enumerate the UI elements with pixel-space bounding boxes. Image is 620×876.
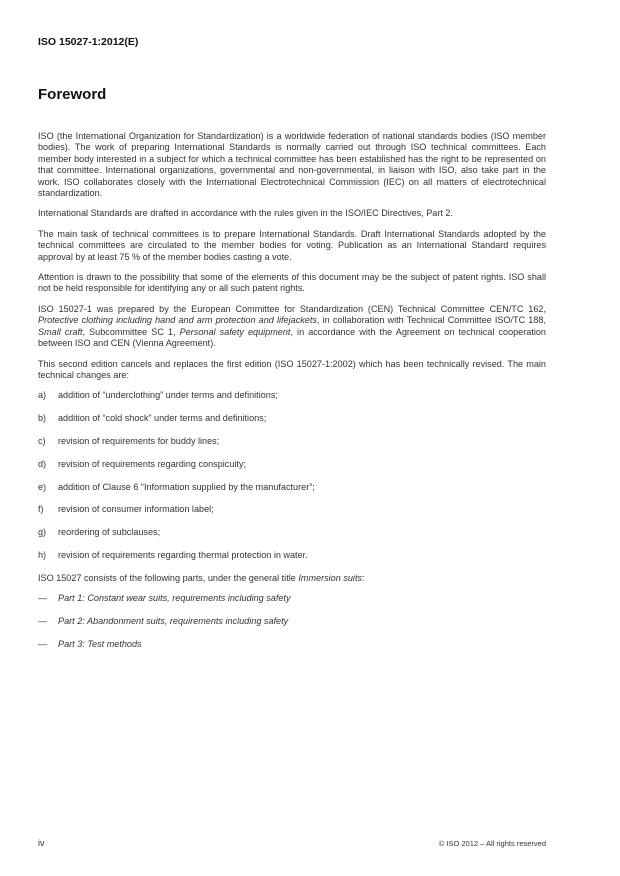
list-label: h) [38, 549, 47, 560]
page-number: iv [38, 838, 45, 848]
text-segment: , Subcommittee SC 1, [82, 326, 180, 337]
list-dash: — [38, 593, 48, 604]
paragraph-main-task: The main task of technical committees is to prepare International Standards. Draft International Standards adopted by the technical committees are circulated to the member bodies for voting. Publication as an International Standard requires approval by at least 75 % of the member bodies casting a vote. [38, 228, 546, 262]
list-text: Part 3: Test methods [58, 638, 142, 649]
list-text: addition of Clause 6 “Information supplied by the manufacturer”; [58, 481, 315, 492]
paragraph-second-edition: This second edition cancels and replaces the first edition (ISO 15027-1:2002) which has been technically revised. The main technical changes are: [38, 358, 546, 380]
list-text: Part 1: Constant wear suits, requirements including safety [58, 593, 291, 604]
list-item [38, 413, 546, 424]
text-segment: , in collaboration with Technical Committee ISO/TC 188, [316, 315, 546, 326]
paragraph-patent-rights: Attention is drawn to the possibility that some of the elements of this document may be the subject of patent rights. ISO shall not be held responsible for identifying any or all such patent rights. [38, 272, 546, 294]
list-text: revision of requirements for buddy lines; [58, 435, 220, 446]
list-label: c) [38, 435, 46, 446]
list-item [38, 482, 546, 493]
italic-segment: Personal safety equipment [179, 326, 291, 337]
foreword-body [38, 131, 546, 661]
list-item [38, 550, 546, 561]
paragraph-iso-intro: ISO (the International Organization for Standardization) is a worldwide federation of national standards bodies (ISO member bodies). The work of preparing International Standards is normally carried out through ISO technical committees. Each member body interested in a subject for which a technical committee has been established has the right to be represented on that committee. International organizations, governmental and non-governmental, in liaison with ISO, also take part in the work. ISO collaborates closely with the International Electrotechnical Commission (IEC) on all matters of electrotechnical standardization. [38, 131, 546, 199]
paragraph-prepared-by [38, 304, 546, 350]
list-label: f) [38, 504, 44, 515]
list-text: reordering of subclauses; [58, 527, 161, 538]
italic-segment: Protective clothing including hand and arm protection and lifejackets [38, 315, 317, 326]
list-item [38, 639, 546, 650]
list-item [38, 616, 546, 627]
list-text: Part 2: Abandonment suits, requirements including safety [58, 615, 289, 626]
page-title: Foreword [38, 86, 107, 103]
italic-segment: Immersion suits [298, 572, 363, 583]
text-segment: : [362, 572, 365, 583]
parts-list [38, 593, 546, 650]
text-segment: , in accordance with the Agreement on technical cooperation between ISO and CEN (Vienna Agreement). [38, 326, 546, 349]
list-item [38, 593, 546, 604]
list-dash: — [38, 615, 48, 626]
list-item [38, 436, 546, 447]
page-header: ISO 15027-1:2012(E) [38, 36, 139, 48]
list-label: a) [38, 390, 47, 401]
text-segment: ISO 15027-1 was prepared by the European Committee for Standardization (CEN) Technical Committee CEN/TC 162, [38, 303, 546, 314]
copyright-notice: © ISO 2012 – All rights reserved [438, 839, 546, 848]
list-label: e) [38, 481, 47, 492]
list-label: d) [38, 458, 47, 469]
italic-segment: Small craft [38, 326, 83, 337]
list-label: b) [38, 413, 47, 424]
list-label: g) [38, 527, 47, 538]
list-item [38, 390, 546, 401]
list-text: revision of requirements regarding conspicuity; [58, 458, 247, 469]
list-dash: — [38, 638, 48, 649]
text-segment: ISO 15027 consists of the following parts, under the general title [38, 572, 299, 583]
list-item [38, 527, 546, 538]
list-text: revision of consumer information label; [58, 504, 214, 515]
list-item [38, 504, 546, 515]
list-text: addition of “cold shock” under terms and definitions; [58, 413, 267, 424]
list-item [38, 459, 546, 470]
paragraph-parts-intro [38, 573, 546, 584]
list-text: revision of requirements regarding thermal protection in water. [58, 549, 308, 560]
list-text: addition of “underclothing” under terms and definitions; [58, 390, 278, 401]
paragraph-directives: International Standards are drafted in accordance with the rules given in the ISO/IEC Directives, Part 2. [38, 208, 453, 219]
changes-list [38, 390, 546, 561]
